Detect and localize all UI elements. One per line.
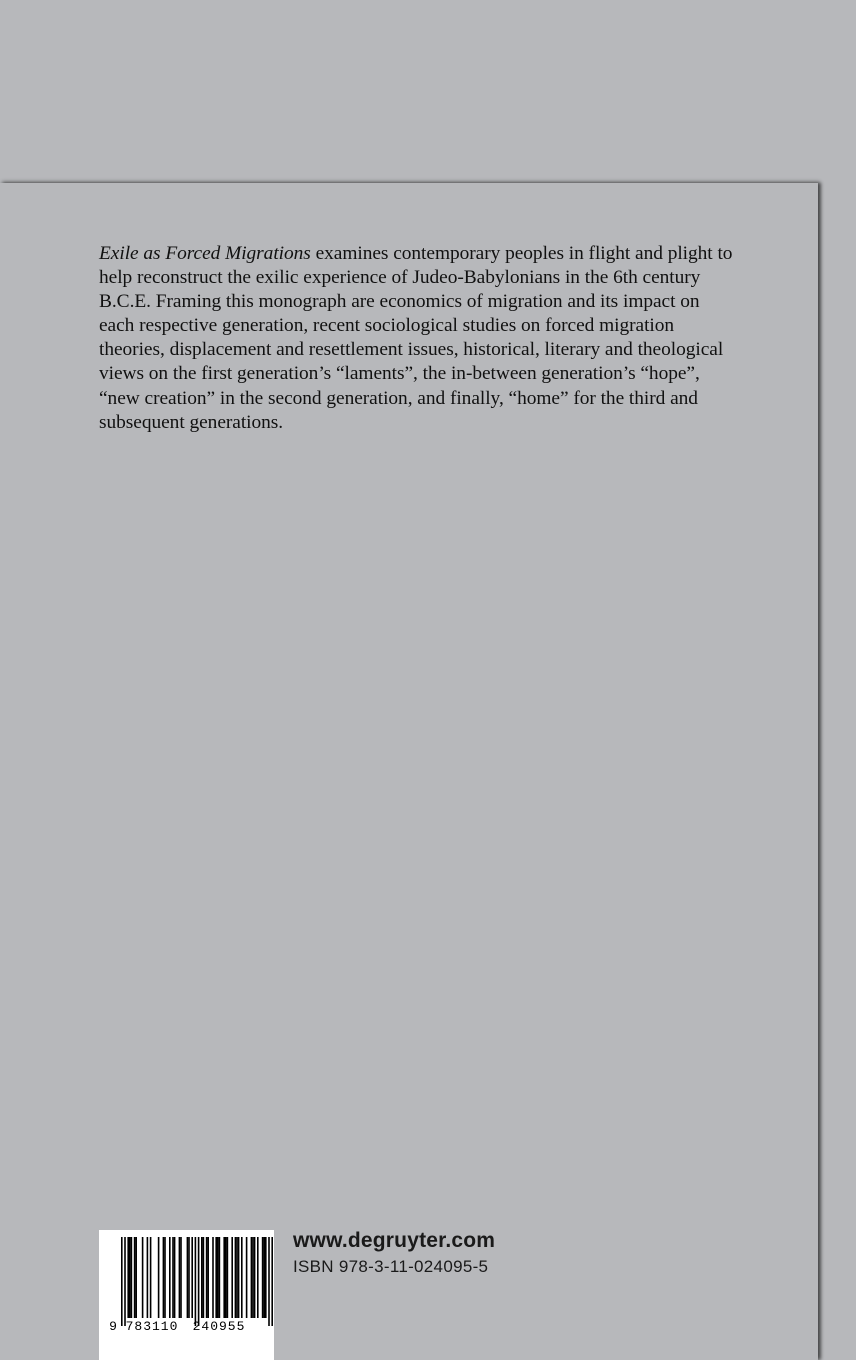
barcode-bars bbox=[121, 1237, 273, 1326]
barcode-bar bbox=[207, 1237, 209, 1318]
blurb-text bbox=[99, 242, 739, 435]
barcode-bar bbox=[223, 1237, 225, 1318]
barcode-bar bbox=[203, 1237, 205, 1318]
barcode-bar bbox=[169, 1237, 171, 1318]
barcode bbox=[99, 1230, 274, 1360]
barcode-bar bbox=[241, 1237, 243, 1318]
barcode-bar bbox=[174, 1237, 176, 1318]
barcode-bar bbox=[263, 1237, 265, 1318]
publisher-url[interactable]: www.degruyter.com bbox=[293, 1229, 496, 1252]
barcode-bar bbox=[236, 1237, 238, 1318]
barcode-bar bbox=[179, 1237, 181, 1318]
barcode-bar bbox=[235, 1237, 237, 1318]
barcode-bar bbox=[201, 1237, 203, 1318]
barcode-bar bbox=[158, 1237, 160, 1318]
barcode-bar bbox=[212, 1237, 214, 1318]
barcode-bar bbox=[254, 1237, 256, 1318]
barcode-bar bbox=[265, 1237, 267, 1318]
barcode-graphic bbox=[99, 1230, 274, 1360]
barcode-bar bbox=[163, 1237, 165, 1318]
barcode-bar bbox=[150, 1237, 152, 1318]
barcode-bar bbox=[195, 1237, 197, 1326]
barcode-bar bbox=[180, 1237, 182, 1318]
barcode-bar bbox=[191, 1237, 193, 1318]
barcode-bar bbox=[252, 1237, 254, 1318]
barcode-bar bbox=[124, 1237, 126, 1326]
barcode-bar bbox=[147, 1237, 149, 1318]
barcode-bar bbox=[172, 1237, 174, 1318]
barcode-bar bbox=[251, 1237, 253, 1318]
barcode-digit-lead: 9 bbox=[109, 1319, 117, 1334]
barcode-bar bbox=[134, 1237, 136, 1318]
barcode-bar bbox=[246, 1237, 248, 1318]
barcode-bar bbox=[262, 1237, 264, 1318]
barcode-bar bbox=[142, 1237, 144, 1318]
barcode-bar bbox=[227, 1237, 229, 1318]
barcode-bar bbox=[215, 1237, 217, 1318]
barcode-bar bbox=[268, 1237, 270, 1326]
barcode-bar bbox=[231, 1237, 233, 1318]
barcode-bar bbox=[135, 1237, 137, 1318]
barcode-bar bbox=[198, 1237, 200, 1326]
barcode-bar bbox=[129, 1237, 131, 1318]
barcode-bar bbox=[187, 1237, 189, 1318]
barcode-bar bbox=[131, 1237, 133, 1318]
barcode-digits-left: 783110 bbox=[125, 1319, 179, 1334]
blurb-body: examines contemporary peoples in flight and plight to help reconstruct the exilic experience of Judeo-Babylonians in the 6th century B.C.E. Framing this monograph are economics of migration and its impact on each respective generation, recent sociological studies on forced migration theories, displacement and resettlement issues, historical, literary and theological views on the first generation’s “laments”, the in-between generation’s “hope”, “new creation” in the second generation, and finally, “home” for the third and subsequent generations. bbox=[99, 243, 733, 433]
barcode-bar bbox=[188, 1237, 190, 1318]
barcode-digits-right: 240955 bbox=[192, 1319, 246, 1334]
book-title-italic: Exile as Forced Migrations bbox=[99, 243, 311, 264]
barcode-bar bbox=[121, 1237, 123, 1326]
barcode-bar bbox=[206, 1237, 208, 1318]
barcode-bar bbox=[271, 1237, 273, 1326]
barcode-bar bbox=[225, 1237, 227, 1318]
barcode-bar bbox=[238, 1237, 240, 1318]
barcode-bar bbox=[257, 1237, 259, 1318]
barcode-bar bbox=[164, 1237, 166, 1318]
barcode-bar bbox=[219, 1237, 221, 1318]
isbn-text: ISBN 978-3-11-024095-5 bbox=[293, 1257, 489, 1276]
barcode-bar bbox=[217, 1237, 219, 1318]
barcode-bar bbox=[127, 1237, 129, 1318]
